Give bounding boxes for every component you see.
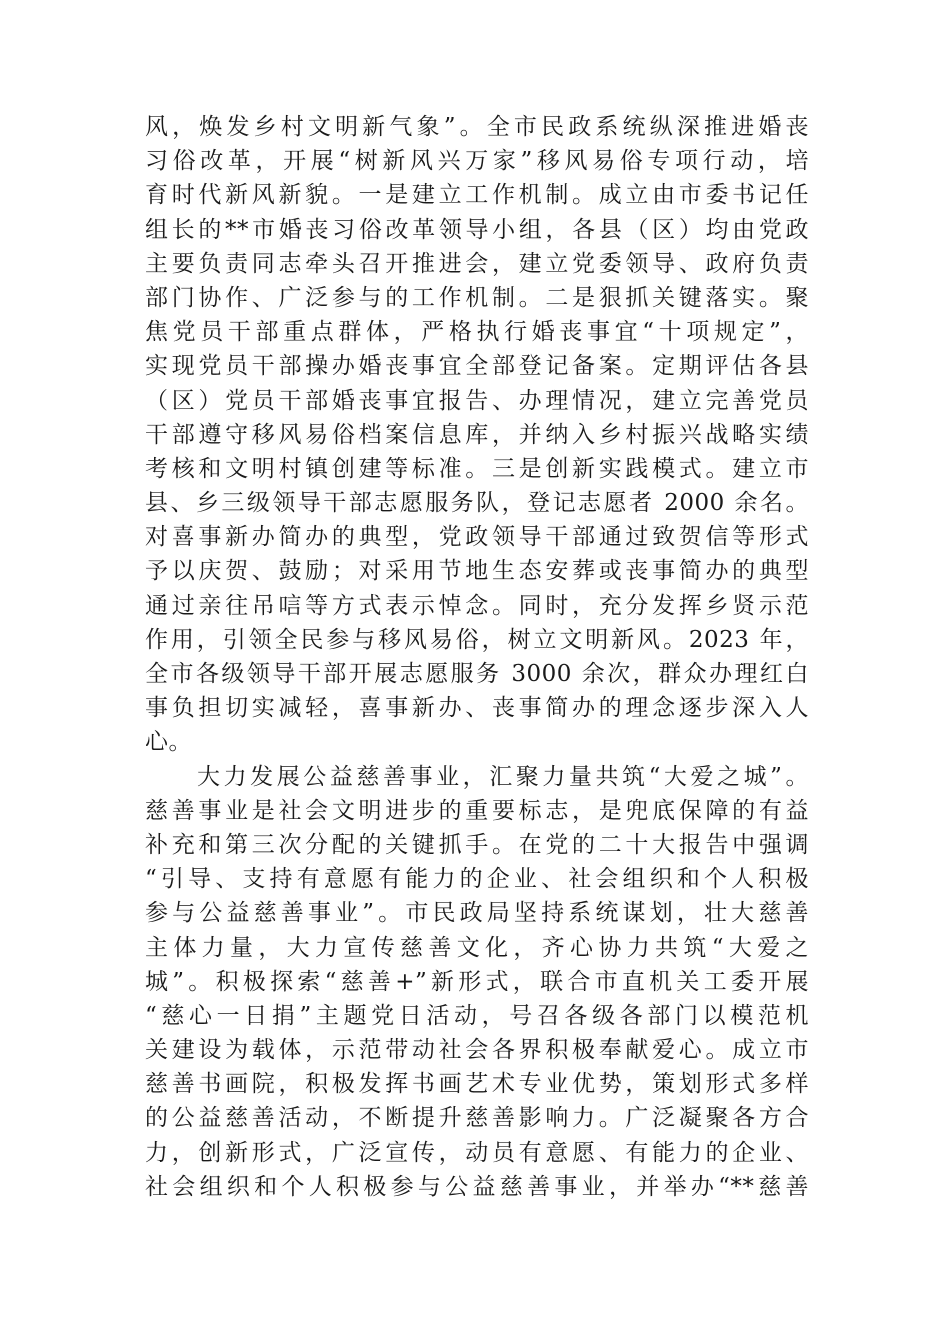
text-line: 慈善事业是社会文明进步的重要标志，是兜底保障的有益 <box>145 797 809 824</box>
body-text <box>145 110 809 1204</box>
text-line: 考核和文明村镇创建等标准。三是创新实践模式。建立市 <box>145 455 809 482</box>
text-line: 全市各级领导干部开展志愿服务 3000 余次，群众办理红白 <box>145 661 809 687</box>
text-line: 城”。积极探索“慈善+”新形式，联合市直机关工委开展 <box>145 968 809 995</box>
text-line: 慈善书画院，积极发挥书画艺术专业优势，策划形式多样 <box>145 1071 809 1098</box>
text-line: 组长的**市婚丧习俗改革领导小组，各县（区）均由党政 <box>145 216 809 243</box>
text-line: 力，创新形式，广泛宣传，动员有意愿、有能力的企业、 <box>145 1139 809 1166</box>
text-line: 焦党员干部重点群体，严格执行婚丧事宜“十项规定”， <box>145 319 809 346</box>
text-line: （区）党员干部婚丧事宜报告、办理情况，建立完善党员 <box>145 387 809 414</box>
text-line: 参与公益慈善事业”。市民政局坚持系统谋划，壮大慈善 <box>145 900 809 927</box>
text-line: 县、乡三级领导干部志愿服务队，登记志愿者 2000 余名。 <box>145 490 809 517</box>
paragraph <box>145 110 809 760</box>
text-line: 干部遵守移风易俗档案信息库，并纳入乡村振兴战略实绩 <box>145 421 809 448</box>
text-line: 部门协作、广泛参与的工作机制。二是狠抓关键落实。聚 <box>145 284 809 311</box>
text-line: 心。 <box>145 729 192 756</box>
text-line: 对喜事新办简办的典型，党政领导干部通过致贺信等形式 <box>145 524 809 551</box>
text-line: 关建设为载体，示范带动社会各界积极奉献爱心。成立市 <box>145 1037 809 1064</box>
text-line: 作用，引领全民参与移风易俗，树立文明新风。2023 年， <box>145 626 809 653</box>
text-line: 的公益慈善活动，不断提升慈善影响力。广泛凝聚各方合 <box>145 1105 809 1132</box>
text-line: 风，焕发乡村文明新气象”。全市民政系统纵深推进婚丧 <box>145 114 809 140</box>
text-line: “引导、支持有意愿有能力的企业、社会组织和个人积极 <box>145 866 809 893</box>
text-line: 补充和第三次分配的关键抓手。在党的二十大报告中强调 <box>145 831 809 858</box>
text-line: 习俗改革，开展“树新风兴万家”移风易俗专项行动，培 <box>145 148 809 175</box>
text-line: 通过亲往吊唁等方式表示悼念。同时，充分发挥乡贤示范 <box>145 592 809 619</box>
text-line: 主要负责同志牵头召开推进会，建立党委领导、政府负责 <box>145 250 809 277</box>
text-line: 予以庆贺、鼓励；对采用节地生态安葬或丧事简办的典型 <box>145 558 809 585</box>
text-line: 社会组织和个人积极参与公益慈善事业，并举办“**慈善 <box>145 1173 809 1200</box>
text-line: 主体力量，大力宣传慈善文化，齐心协力共筑“大爱之 <box>145 934 809 961</box>
text-line: 大力发展公益慈善事业，汇聚力量共筑“大爱之城”。 <box>197 763 809 790</box>
text-line: 事负担切实减轻，喜事新办、丧事简办的理念逐步深入人 <box>145 695 809 722</box>
text-line: 实现党员干部操办婚丧事宜全部登记备案。定期评估各县 <box>145 353 809 380</box>
paragraph <box>145 760 809 1204</box>
text-line: 育时代新风新貌。一是建立工作机制。成立由市委书记任 <box>145 182 809 209</box>
text-line: “慈心一日捐”主题党日活动，号召各级各部门以模范机 <box>145 1002 809 1029</box>
